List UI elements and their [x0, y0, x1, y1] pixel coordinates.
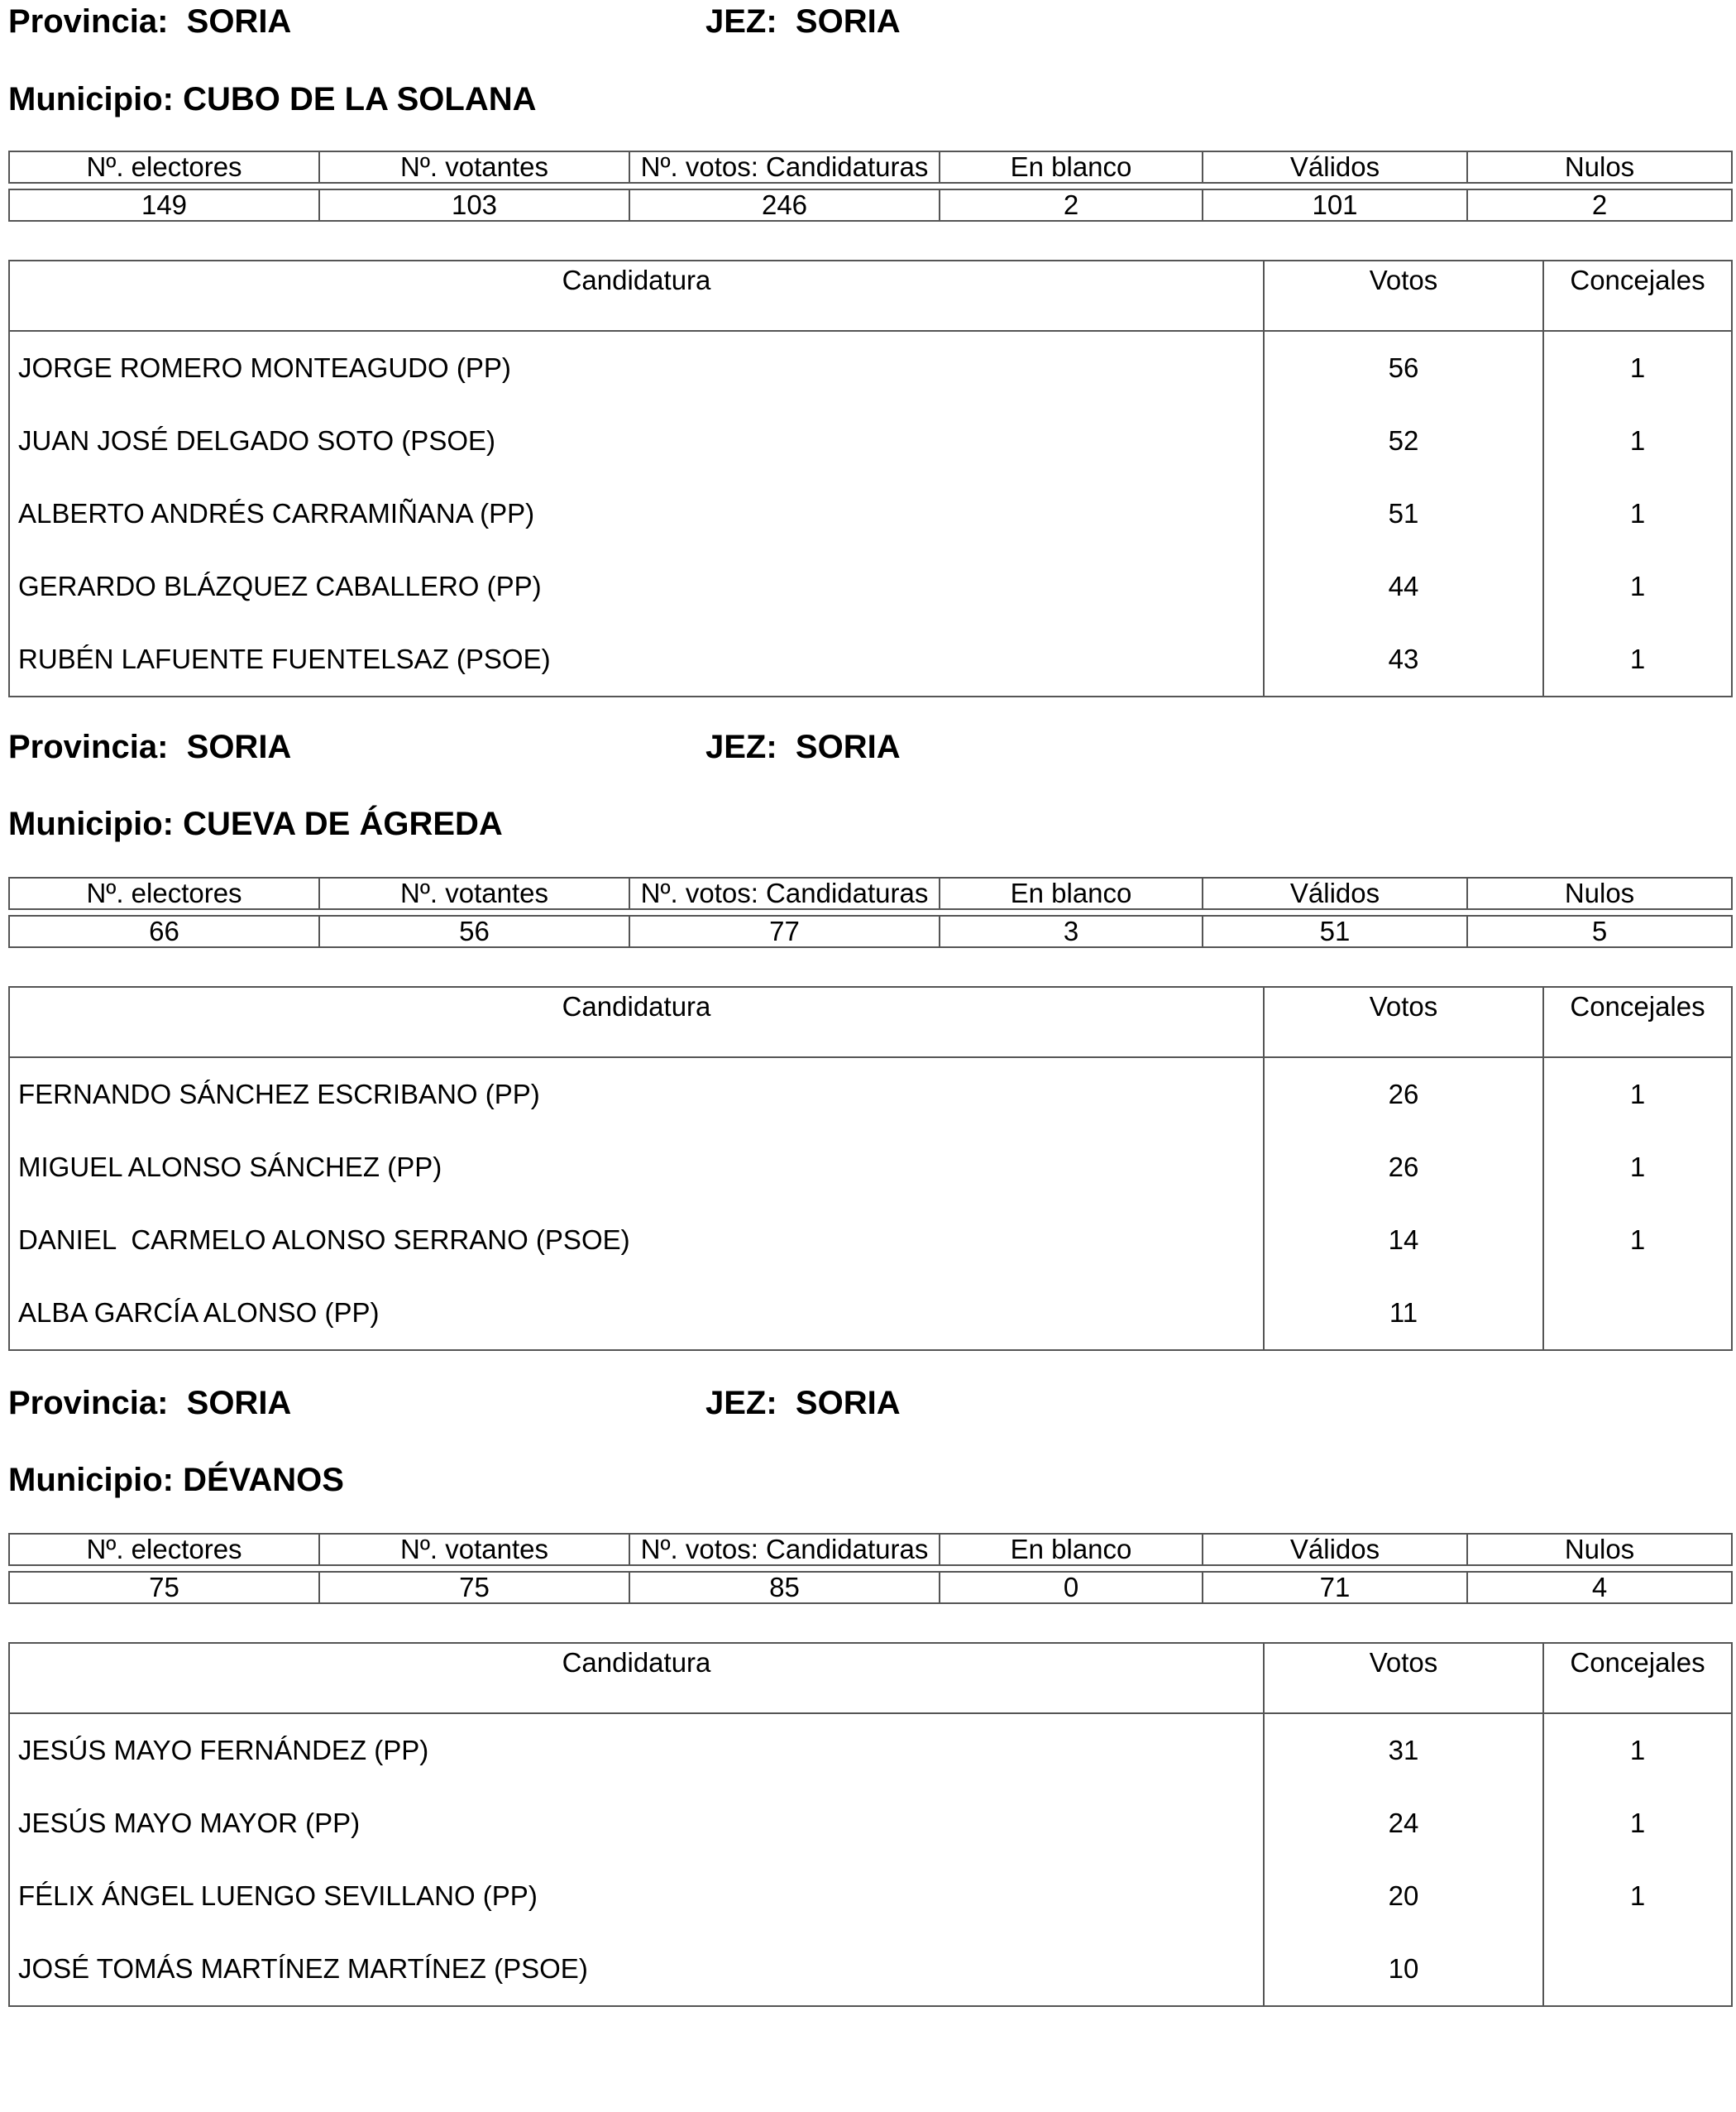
validos-value: 51 — [1203, 916, 1467, 947]
table-row — [9, 1932, 1732, 2006]
provincia-value: SORIA — [186, 1385, 292, 1421]
table-row — [9, 1276, 1732, 1350]
table-row — [9, 623, 1732, 697]
stats-header-row — [9, 151, 1732, 183]
candidaturas-table — [8, 260, 1733, 697]
candidatura-header: Candidatura — [9, 1643, 1264, 1713]
candidate-votos: 26 — [1264, 1131, 1543, 1204]
candidate-name: FÉLIX ÁNGEL LUENGO SEVILLANO (PP) — [9, 1860, 1264, 1932]
votantes-value: 75 — [319, 1572, 629, 1603]
validos-value: 101 — [1203, 189, 1467, 221]
votantes-header: Nº. votantes — [319, 151, 629, 183]
stats-value-row — [9, 189, 1732, 221]
candidate-concejales — [1543, 1276, 1732, 1350]
candidaturas-table — [8, 1642, 1733, 2007]
municipio-label: Municipio: — [8, 81, 174, 117]
municipio-value: DÉVANOS — [183, 1462, 344, 1498]
candidate-concejales — [1543, 1932, 1732, 2006]
provincia-heading — [8, 5, 291, 38]
jez-value: SORIA — [795, 729, 901, 765]
table-row — [9, 1057, 1732, 1131]
candidate-votos: 20 — [1264, 1860, 1543, 1932]
nulos-header: Nulos — [1467, 878, 1732, 909]
stats-header-row — [9, 878, 1732, 909]
table-row — [9, 1131, 1732, 1204]
nulos-header: Nulos — [1467, 151, 1732, 183]
municipio-heading — [8, 83, 537, 116]
table-row — [9, 1204, 1732, 1276]
municipio-value: CUBO DE LA SOLANA — [183, 81, 537, 117]
jez-heading — [705, 1386, 901, 1420]
votantes-value: 56 — [319, 916, 629, 947]
stats-value-row — [9, 916, 1732, 947]
table-row — [9, 1713, 1732, 1787]
en-blanco-header: En blanco — [940, 878, 1203, 909]
en-blanco-header: En blanco — [940, 151, 1203, 183]
nulos-value: 2 — [1467, 189, 1732, 221]
candidate-name: JESÚS MAYO FERNÁNDEZ (PP) — [9, 1713, 1264, 1787]
candidate-concejales: 1 — [1543, 1860, 1732, 1932]
candidate-name: JORGE ROMERO MONTEAGUDO (PP) — [9, 331, 1264, 405]
votos-candidaturas-value: 77 — [629, 916, 940, 947]
stats-header-row — [9, 1534, 1732, 1565]
municipio-section — [0, 0, 1736, 728]
candidate-votos: 44 — [1264, 550, 1543, 623]
candidate-votos: 43 — [1264, 623, 1543, 697]
validos-header: Válidos — [1203, 878, 1467, 909]
provincia-heading — [8, 1386, 291, 1420]
candidate-name: ALBA GARCÍA ALONSO (PP) — [9, 1276, 1264, 1350]
candidate-name: ALBERTO ANDRÉS CARRAMIÑANA (PP) — [9, 477, 1264, 550]
candidate-concejales: 1 — [1543, 405, 1732, 477]
candidate-concejales: 1 — [1543, 1787, 1732, 1860]
candidate-votos: 14 — [1264, 1204, 1543, 1276]
nulos-value: 4 — [1467, 1572, 1732, 1603]
votos-candidaturas-header: Nº. votos: Candidaturas — [629, 151, 940, 183]
candidate-name: JESÚS MAYO MAYOR (PP) — [9, 1787, 1264, 1860]
jez-heading — [705, 730, 901, 764]
candidate-concejales: 1 — [1543, 1713, 1732, 1787]
validos-header: Válidos — [1203, 151, 1467, 183]
provincia-value: SORIA — [186, 3, 292, 40]
candidate-votos: 10 — [1264, 1932, 1543, 2006]
electores-value: 66 — [9, 916, 319, 947]
candidatura-header: Candidatura — [9, 987, 1264, 1057]
provincia-label: Provincia: — [8, 729, 169, 765]
nulos-header: Nulos — [1467, 1534, 1732, 1565]
jez-value: SORIA — [795, 3, 901, 40]
votos-candidaturas-value: 246 — [629, 189, 940, 221]
electores-value: 75 — [9, 1572, 319, 1603]
candidate-votos: 31 — [1264, 1713, 1543, 1787]
candidatura-header: Candidatura — [9, 261, 1264, 331]
votos-candidaturas-header: Nº. votos: Candidaturas — [629, 878, 940, 909]
votantes-header: Nº. votantes — [319, 1534, 629, 1565]
concejales-header: Concejales — [1543, 1643, 1732, 1713]
votantes-value: 103 — [319, 189, 629, 221]
municipio-value: CUEVA DE ÁGREDA — [183, 806, 503, 842]
municipio-heading — [8, 1463, 344, 1497]
candidate-votos: 52 — [1264, 405, 1543, 477]
provincia-label: Provincia: — [8, 1385, 169, 1421]
table-row — [9, 1860, 1732, 1932]
electores-value: 149 — [9, 189, 319, 221]
municipio-section — [0, 728, 1736, 1456]
municipio-label: Municipio: — [8, 806, 174, 842]
candidate-concejales: 1 — [1543, 331, 1732, 405]
nulos-value: 5 — [1467, 916, 1732, 947]
candidate-concejales: 1 — [1543, 1204, 1732, 1276]
provincia-label: Provincia: — [8, 3, 169, 40]
candidate-name: MIGUEL ALONSO SÁNCHEZ (PP) — [9, 1131, 1264, 1204]
electores-header: Nº. electores — [9, 151, 319, 183]
en-blanco-value: 3 — [940, 916, 1203, 947]
candidate-name: JUAN JOSÉ DELGADO SOTO (PSOE) — [9, 405, 1264, 477]
table-row — [9, 405, 1732, 477]
concejales-header: Concejales — [1543, 987, 1732, 1057]
votos-header: Votos — [1264, 987, 1543, 1057]
candidate-votos: 56 — [1264, 331, 1543, 405]
candidate-name: GERARDO BLÁZQUEZ CABALLERO (PP) — [9, 550, 1264, 623]
stats-table — [8, 1533, 1733, 1604]
municipio-section — [0, 1384, 1736, 2112]
votos-candidaturas-header: Nº. votos: Candidaturas — [629, 1534, 940, 1565]
votantes-header: Nº. votantes — [319, 878, 629, 909]
candidate-concejales: 1 — [1543, 623, 1732, 697]
candidate-name: RUBÉN LAFUENTE FUENTELSAZ (PSOE) — [9, 623, 1264, 697]
candidaturas-header-row — [9, 987, 1732, 1057]
electores-header: Nº. electores — [9, 878, 319, 909]
stats-value-row — [9, 1572, 1732, 1603]
municipio-heading — [8, 807, 503, 840]
candidate-concejales: 1 — [1543, 1057, 1732, 1131]
candidate-concejales: 1 — [1543, 550, 1732, 623]
candidate-concejales: 1 — [1543, 477, 1732, 550]
candidate-name: JOSÉ TOMÁS MARTÍNEZ MARTÍNEZ (PSOE) — [9, 1932, 1264, 2006]
candidate-concejales: 1 — [1543, 1131, 1732, 1204]
candidate-name: FERNANDO SÁNCHEZ ESCRIBANO (PP) — [9, 1057, 1264, 1131]
provincia-value: SORIA — [186, 729, 292, 765]
table-row — [9, 477, 1732, 550]
candidate-votos: 26 — [1264, 1057, 1543, 1131]
votos-header: Votos — [1264, 1643, 1543, 1713]
candidate-votos: 11 — [1264, 1276, 1543, 1350]
votos-header: Votos — [1264, 261, 1543, 331]
candidaturas-header-row — [9, 261, 1732, 331]
jez-heading — [705, 5, 901, 38]
candidate-votos: 24 — [1264, 1787, 1543, 1860]
en-blanco-header: En blanco — [940, 1534, 1203, 1565]
jez-value: SORIA — [795, 1385, 901, 1421]
candidate-votos: 51 — [1264, 477, 1543, 550]
table-row — [9, 331, 1732, 405]
jez-label: JEZ: — [705, 729, 777, 765]
en-blanco-value: 0 — [940, 1572, 1203, 1603]
electores-header: Nº. electores — [9, 1534, 319, 1565]
municipio-label: Municipio: — [8, 1462, 174, 1498]
table-row — [9, 1787, 1732, 1860]
votos-candidaturas-value: 85 — [629, 1572, 940, 1603]
table-row — [9, 550, 1732, 623]
provincia-heading — [8, 730, 291, 764]
validos-header: Válidos — [1203, 1534, 1467, 1565]
validos-value: 71 — [1203, 1572, 1467, 1603]
en-blanco-value: 2 — [940, 189, 1203, 221]
stats-table — [8, 877, 1733, 948]
stats-table — [8, 151, 1733, 222]
jez-label: JEZ: — [705, 3, 777, 40]
candidaturas-table — [8, 986, 1733, 1351]
candidate-name: DANIEL CARMELO ALONSO SERRANO (PSOE) — [9, 1204, 1264, 1276]
jez-label: JEZ: — [705, 1385, 777, 1421]
candidaturas-header-row — [9, 1643, 1732, 1713]
concejales-header: Concejales — [1543, 261, 1732, 331]
